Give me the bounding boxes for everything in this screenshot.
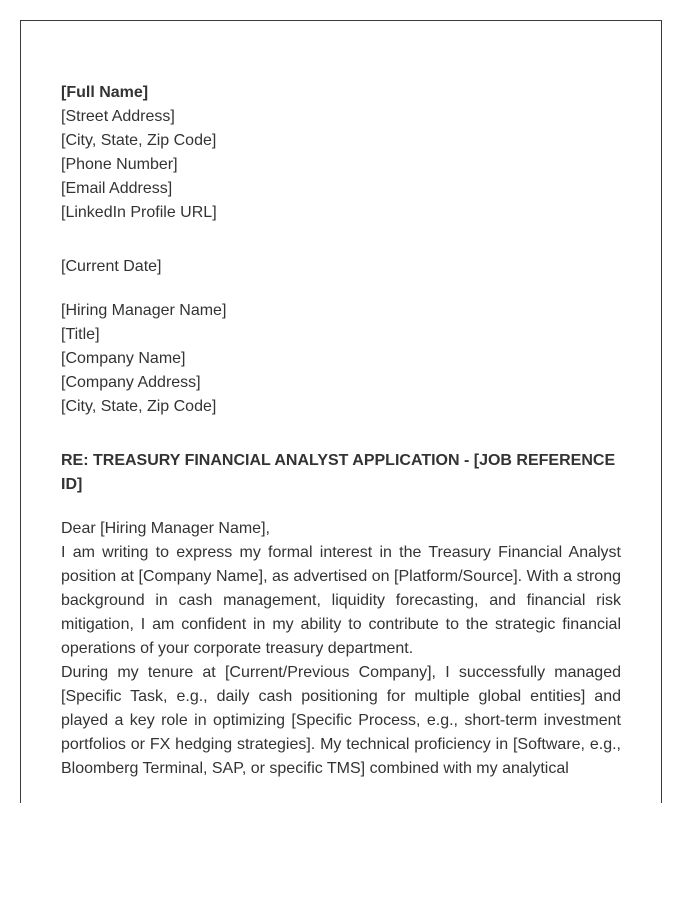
sender-street-address: [Street Address] [61, 108, 175, 125]
letter-content [61, 81, 621, 781]
recipient-name: [Hiring Manager Name] [61, 302, 227, 319]
recipient-block [61, 299, 621, 419]
body-paragraph-1: I am writing to express my formal interest in the Treasury Financial Analyst position at [Company Name], as advertised on [Platform/Source]. With a strong background in cash management, liquidity forecasting, and financial risk mitigation, I am confident in my ability to contribute to the strategic financial operations of your corporate treasury department. [61, 544, 621, 657]
recipient-city-state-zip: [City, State, Zip Code] [61, 398, 217, 415]
recipient-title: [Title] [61, 326, 100, 343]
subject-line: RE: TREASURY FINANCIAL ANALYST APPLICATION - [JOB REFERENCE ID] [61, 452, 616, 493]
letter-date: [Current Date] [61, 258, 162, 275]
sender-city-state-zip: [City, State, Zip Code] [61, 132, 217, 149]
salutation: Dear [Hiring Manager Name], [61, 520, 270, 537]
letter-page [20, 20, 662, 803]
body-paragraph-2: During my tenure at [Current/Previous Company], I successfully managed [Specific Task, e.g., daily cash positioning for multiple global entities] and played a key role in optimizing [Specific Process, e.g., short-term investment portfolios or FX hedging strategies]. My technical proficiency in [Software, e.g., Bloomberg Terminal, SAP, or specific TMS] combined with my analytical [61, 664, 621, 777]
sender-linkedin: [LinkedIn Profile URL] [61, 204, 217, 221]
sender-full-name: [Full Name] [61, 84, 149, 101]
sender-block [61, 81, 621, 225]
sender-email: [Email Address] [61, 180, 173, 197]
date-block [61, 255, 621, 279]
sender-phone: [Phone Number] [61, 156, 178, 173]
recipient-address: [Company Address] [61, 374, 201, 391]
recipient-company: [Company Name] [61, 350, 186, 367]
